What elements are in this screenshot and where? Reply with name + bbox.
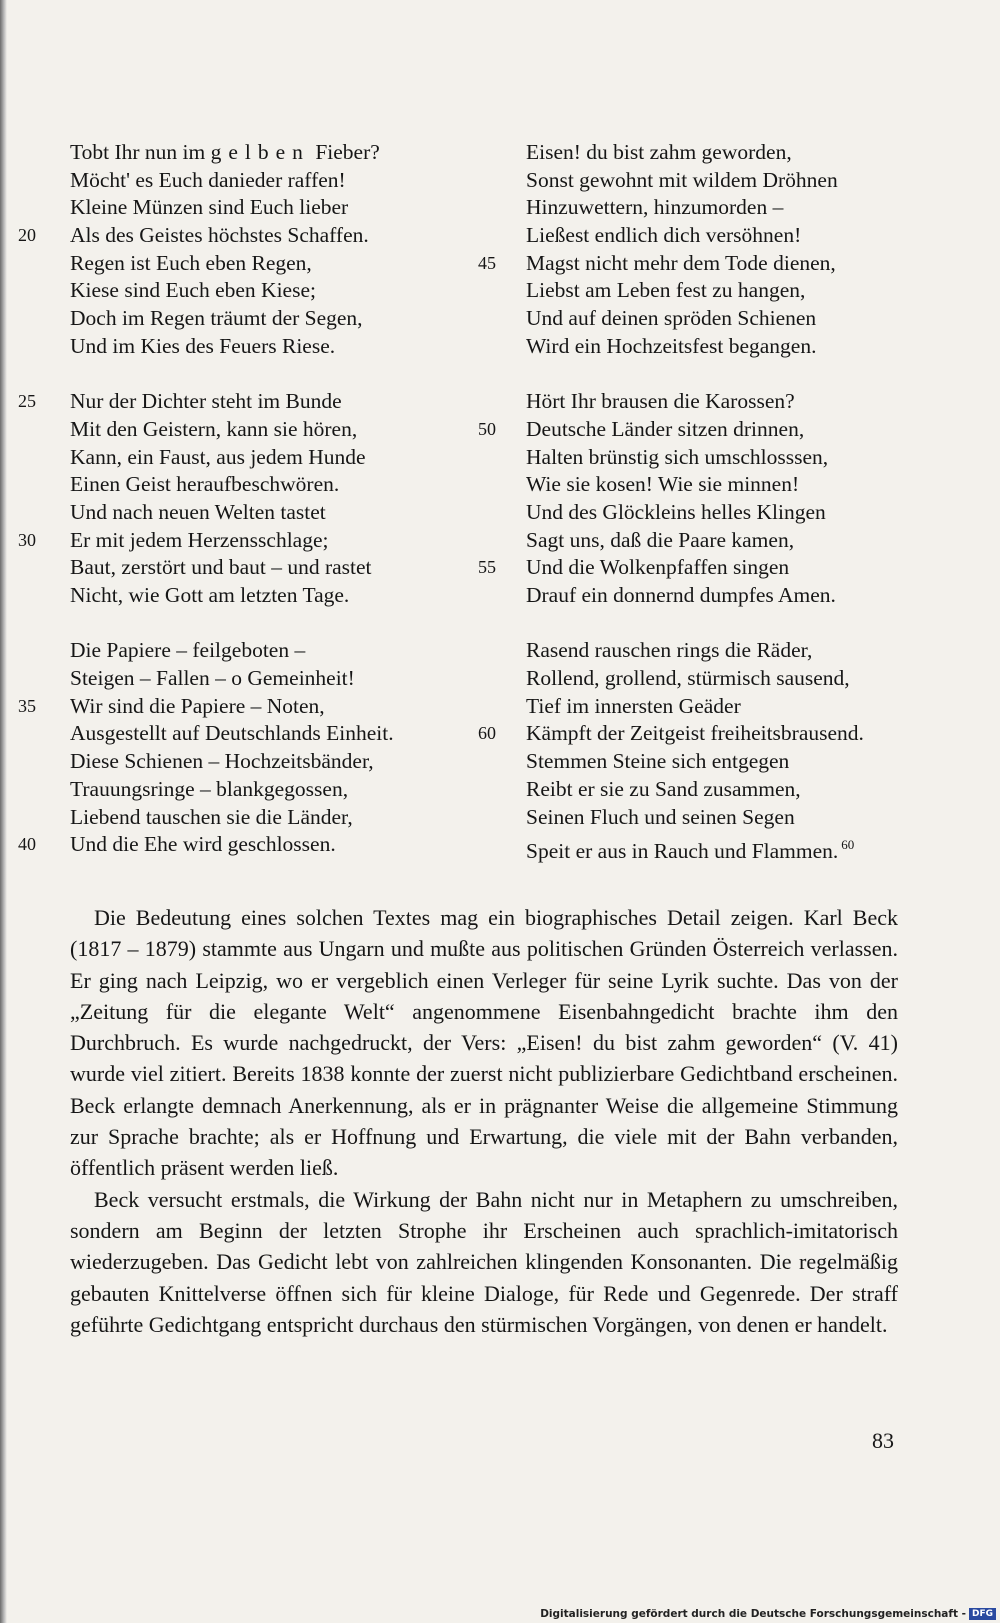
- line-text: Kämpft der Zeitgeist freiheitsbrausend.: [526, 721, 864, 746]
- line-number: 25: [18, 391, 36, 412]
- poem-line: [70, 804, 450, 832]
- line-text: Rasend rauschen rings die Räder,: [526, 638, 813, 663]
- poem-line: [18, 222, 450, 250]
- poem-line: [478, 720, 916, 748]
- line-text: Sonst gewohnt mit wildem Dröhnen: [526, 167, 838, 192]
- line-number: 60: [478, 723, 496, 744]
- line-text: Tief im innersten Geäder: [526, 693, 741, 718]
- line-text: Diese Schienen – Hochzeitsbänder,: [70, 749, 374, 774]
- poem-line: [70, 582, 450, 610]
- poem-line: [526, 167, 916, 195]
- poem-line: [70, 471, 450, 499]
- poem-line: [526, 831, 916, 864]
- line-text: Und nach neuen Welten tastet: [70, 499, 326, 524]
- stanza-gap: [70, 361, 450, 389]
- poem-line: [18, 527, 450, 555]
- line-text: Kann, ein Faust, aus jedem Hunde: [70, 444, 366, 469]
- line-text: Wird ein Hochzeitsfest begangen.: [526, 333, 817, 358]
- line-text: Rollend, grollend, stürmisch sausend,: [526, 666, 850, 691]
- poem-line: [526, 776, 916, 804]
- poem-line: [526, 444, 916, 472]
- line-text: Deutsche Länder sitzen drinnen,: [526, 416, 805, 441]
- poem-line: [526, 471, 916, 499]
- line-text: Und die Wolkenpfaffen singen: [526, 555, 790, 580]
- page-number: 83: [872, 1428, 894, 1453]
- dfg-logo-icon: DFG: [969, 1608, 996, 1620]
- poem-line: [70, 776, 450, 804]
- poem-line: [18, 388, 450, 416]
- poem-line: [70, 720, 450, 748]
- line-text: Er mit jedem Herzensschlage;: [70, 527, 329, 552]
- poem-line: [70, 444, 450, 472]
- line-text: Wir sind die Papiere – Noten,: [70, 693, 325, 718]
- line-text: Speit er aus in Rauch und Flammen.: [526, 839, 839, 864]
- line-number: 45: [478, 252, 496, 273]
- poem-line: [70, 305, 450, 333]
- footnote-marker: 60: [841, 837, 855, 853]
- line-number: 50: [478, 418, 496, 439]
- stanza-gap: [526, 361, 916, 389]
- line-text: Mit den Geistern, kann sie hören,: [70, 416, 358, 441]
- poem-line: [526, 305, 916, 333]
- scan-edge-shadow: [0, 0, 7, 1623]
- line-text: Wie sie kosen! Wie sie minnen!: [526, 472, 800, 497]
- poem-line: [70, 554, 450, 582]
- line-text: Tobt Ihr nun im: [70, 140, 211, 164]
- stanza-gap: [70, 610, 450, 638]
- poem-column-left: [18, 139, 450, 859]
- poem-line: [526, 637, 916, 665]
- poem-line: [478, 250, 916, 278]
- line-number: 30: [18, 529, 36, 550]
- line-text: Sagt uns, daß die Paare kamen,: [526, 527, 795, 552]
- poem-line: [70, 139, 450, 167]
- prose-text: [70, 902, 898, 1340]
- line-text: Hört Ihr brausen die Karossen?: [526, 389, 795, 414]
- line-text: Drauf ein donnernd dumpfes Amen.: [526, 583, 836, 607]
- line-text: Kiese sind Euch eben Kiese;: [70, 278, 316, 303]
- digitization-footer: [540, 1608, 996, 1620]
- line-number: 20: [18, 225, 36, 246]
- line-text: Magst nicht mehr dem Tode dienen,: [526, 250, 836, 275]
- poem-line: [70, 499, 450, 527]
- line-text: Ausgestellt auf Deutschlands Einheit.: [70, 721, 394, 746]
- prose-paragraph: Beck versucht erstmals, die Wirkung der Bahn nicht nur in Metaphern zu umschreiben, sondern am Beginn der letzten Strophe ihr Erscheinen auch sprachlich-imitatorisch wiederzugeben. Das Gedicht lebt von zahlreichen klingenden Konsonanten. Die regelmäßig gebauten Knittelverse öffnen sich für kleine Dialoge, für Rede und Gegenrede. Der straff geführte Gedichtgang entspricht durchaus den stürmischen Vorgängen, von denen er handelt.: [70, 1186, 898, 1337]
- line-text: Baut, zerstört und baut – und rastet: [70, 555, 372, 580]
- line-text: Als des Geistes höchstes Schaffen.: [70, 223, 369, 248]
- poem-line: [526, 388, 916, 416]
- line-text: Und des Glöckleins helles Klingen: [526, 499, 826, 524]
- poem-line: [526, 333, 916, 361]
- line-text: Trauungsringe – blankgegossen,: [70, 776, 349, 801]
- line-number: 55: [478, 557, 496, 578]
- poem-line: [526, 665, 916, 693]
- line-number: 35: [18, 695, 36, 716]
- line-text: Einen Geist heraufbeschwören.: [70, 472, 340, 497]
- line-text: Steigen – Fallen – o Gemeinheit!: [70, 666, 355, 691]
- poem-line: [70, 665, 450, 693]
- line-text: Möcht' es Euch danieder raffen!: [70, 167, 346, 192]
- line-text: Liebst am Leben fest zu hangen,: [526, 278, 806, 303]
- poem-line: [526, 499, 916, 527]
- line-text: Fieber?: [309, 140, 380, 164]
- line-number: 40: [18, 834, 36, 855]
- poem-line: [478, 554, 916, 582]
- footer-text: Digitalisierung gefördert durch die Deutsche Forschungsgemeinschaft -: [540, 1608, 966, 1620]
- stanza-gap: [526, 610, 916, 638]
- poem-line: [526, 139, 916, 167]
- emphasized-word: gelben: [210, 140, 310, 164]
- line-text: Und die Ehe wird geschlossen.: [70, 832, 336, 857]
- line-text: Stemmen Steine sich entgegen: [526, 749, 790, 774]
- line-text: Hinzuwettern, hinzumorden –: [526, 195, 784, 220]
- poem-column-right: [478, 139, 916, 864]
- line-text: Eisen! du bist zahm geworden,: [526, 140, 792, 164]
- poem-line: [70, 194, 450, 222]
- poem-line: [478, 416, 916, 444]
- poem-line: [526, 804, 916, 832]
- prose-paragraph: Die Bedeutung eines solchen Textes mag ein biographisches Detail zeigen. Karl Beck (1817 – 1879) stammte aus Ungarn und mußte aus politischen Gründen Österreich verlassen. Er ging nach Leipzig, wo er vergeblich einen Verleger für seine Lyrik suchte. Das von der „Zeitung für die elegante Welt“ angenommene Eisenbahngedicht brachte ihm den Durchbruch. Es wurde nachgedruckt, der Vers: „Eisen! du bist zahm geworden“ (V. 41) wurde viel zitiert. Bereits 1838 konnte der zuerst nicht publizierbare Gedichtband erscheinen. Beck erlangte demnach Anerkennung, als er in prägnanter Weise die allgemeine Stimmung zur Sprache brachte; als er Hoffnung und Erwartung, die viele mit der Bahn verbanden, öffentlich präsent werden ließ.: [70, 905, 898, 1181]
- poem-line: [70, 167, 450, 195]
- line-text: Regen ist Euch eben Regen,: [70, 250, 312, 275]
- line-text: Nur der Dichter steht im Bunde: [70, 389, 342, 414]
- poem-line: [70, 333, 450, 361]
- line-text: Seinen Fluch und seinen Segen: [526, 804, 795, 829]
- poem-line: [70, 416, 450, 444]
- line-text: Reibt er sie zu Sand zusammen,: [526, 776, 801, 801]
- line-text: Halten brünstig sich umschlosssen,: [526, 444, 829, 469]
- poem-line: [526, 222, 916, 250]
- poem-line: [18, 831, 450, 859]
- poem-line: [70, 748, 450, 776]
- poem-line: [526, 527, 916, 555]
- line-text: Kleine Münzen sind Euch lieber: [70, 195, 349, 220]
- line-text: Liebend tauschen sie die Länder,: [70, 804, 353, 829]
- line-text: Und im Kies des Feuers Riese.: [70, 333, 336, 358]
- poem-line: [526, 194, 916, 222]
- line-text: Ließest endlich dich versöhnen!: [526, 223, 802, 248]
- line-text: Doch im Regen träumt der Segen,: [70, 306, 363, 331]
- poem-line: [526, 582, 916, 610]
- poem-line: [526, 693, 916, 721]
- line-text: Die Papiere – feilgeboten –: [70, 638, 306, 663]
- line-text: Und auf deinen spröden Schienen: [526, 306, 817, 331]
- poem-line: [526, 748, 916, 776]
- poem-line: [526, 277, 916, 305]
- poem-line: [70, 277, 450, 305]
- poem-line: [70, 250, 450, 278]
- line-text: Nicht, wie Gott am letzten Tage.: [70, 583, 350, 607]
- poem-line: [70, 637, 450, 665]
- poem-line: [18, 693, 450, 721]
